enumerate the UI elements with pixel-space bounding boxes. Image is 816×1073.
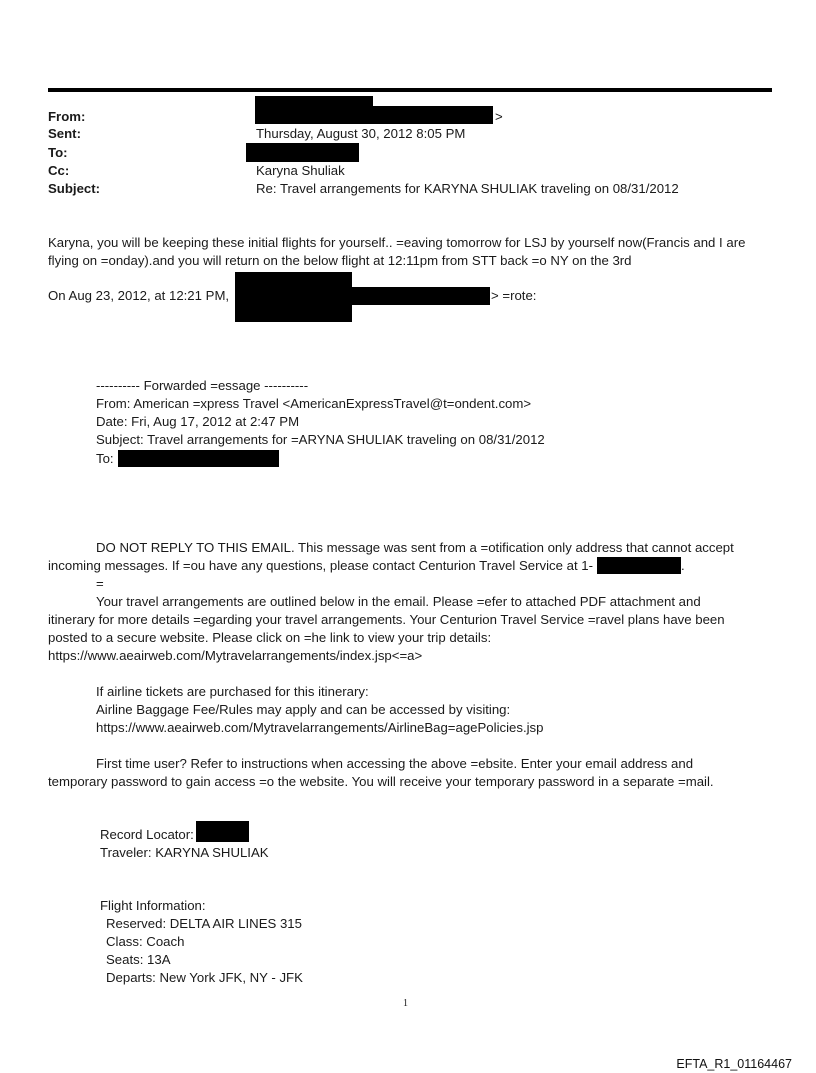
arrangements-line-3: posted to a secure website. Please click on =he link to view your trip details: [48,630,492,645]
wrote-prefix: On Aug 23, 2012, at 12:21 PM, [48,288,230,303]
page-number: 1 [403,998,408,1009]
cc-label: Cc: [48,163,70,178]
noreply-line-2: incoming messages. If =ou have any questions, please contact Centurion Travel Service at 1- [48,558,594,573]
reply-line-2: flying on =onday).and you will return on the below flight at 12:11pm from STT back =o NY on the 3rd [48,253,632,268]
flight-departs: Departs: New York JFK, NY - JFK [106,970,303,985]
forwarded-to: To: [96,451,114,466]
arrangements-link: https://www.aeairweb.com/Mytravelarrangements/index.jsp<=a> [48,648,423,663]
noreply-line-1: DO NOT REPLY TO THIS EMAIL. This message was sent from a =otification only address that cannot accept [96,540,734,555]
to-label: To: [48,145,68,160]
redaction-wrote-email [352,287,490,305]
redaction-forwarded-to [118,450,279,467]
redaction-phone [597,557,681,574]
traveler: Traveler: KARYNA SHULIAK [100,845,269,860]
subject-value: Re: Travel arrangements for KARYNA SHULIAK traveling on 08/31/2012 [256,181,679,196]
wrote-suffix: > =rote: [491,288,537,303]
first-time-line-2: temporary password to gain access =o the website. You will receive your temporary password in a separate =mail. [48,774,714,789]
arrangements-line-2: itinerary for more details =egarding your travel arrangements. Your Centurion Travel Service =ravel plans have been [48,612,725,627]
noreply-line-2-end: . [681,558,685,573]
subject-label: Subject: [48,181,101,196]
redaction-from-email [373,106,493,124]
cc-value: Karyna Shuliak [256,163,345,178]
first-time-line-1: First time user? Refer to instructions when accessing the above =ebsite. Enter your email address and [96,756,694,771]
redaction-wrote-name [235,272,352,322]
sent-value: Thursday, August 30, 2012 8:05 PM [256,126,466,141]
forwarded-subject: Subject: Travel arrangements for =ARYNA SHULIAK traveling on 08/31/2012 [96,432,545,447]
equals-line: = [96,576,104,591]
record-locator-label: Record Locator: [100,827,194,842]
document-id: EFTA_R1_01164467 [676,1057,792,1071]
redaction-from-name [255,96,373,124]
forwarded-title: ---------- Forwarded =essage ---------- [96,378,309,393]
forwarded-from: From: American =xpress Travel <AmericanExpressTravel@t=ondent.com> [96,396,532,411]
redaction-record-locator [196,821,249,842]
arrangements-line-1: Your travel arrangements are outlined below in the email. Please =efer to attached PDF attachment and [96,594,701,609]
baggage-link: https://www.aeairweb.com/Mytravelarrangements/AirlineBag=agePolicies.jsp [96,720,544,735]
from-label: From: [48,109,86,124]
flight-reserved: Reserved: DELTA AIR LINES 315 [106,916,302,931]
reply-line-1: Karyna, you will be keeping these initial flights for yourself.. =eaving tomorrow for LSJ by yourself now(Francis and I are [48,235,746,250]
header-rule [48,88,772,92]
flight-seats: Seats: 13A [106,952,171,967]
sent-label: Sent: [48,126,81,141]
baggage-line-1: If airline tickets are purchased for this itinerary: [96,684,369,699]
flight-info-title: Flight Information: [100,898,206,913]
baggage-line-2: Airline Baggage Fee/Rules may apply and can be accessed by visiting: [96,702,511,717]
redaction-to [246,143,359,162]
forwarded-date: Date: Fri, Aug 17, 2012 at 2:47 PM [96,414,300,429]
flight-class: Class: Coach [106,934,185,949]
from-value-tail: > [495,109,503,124]
